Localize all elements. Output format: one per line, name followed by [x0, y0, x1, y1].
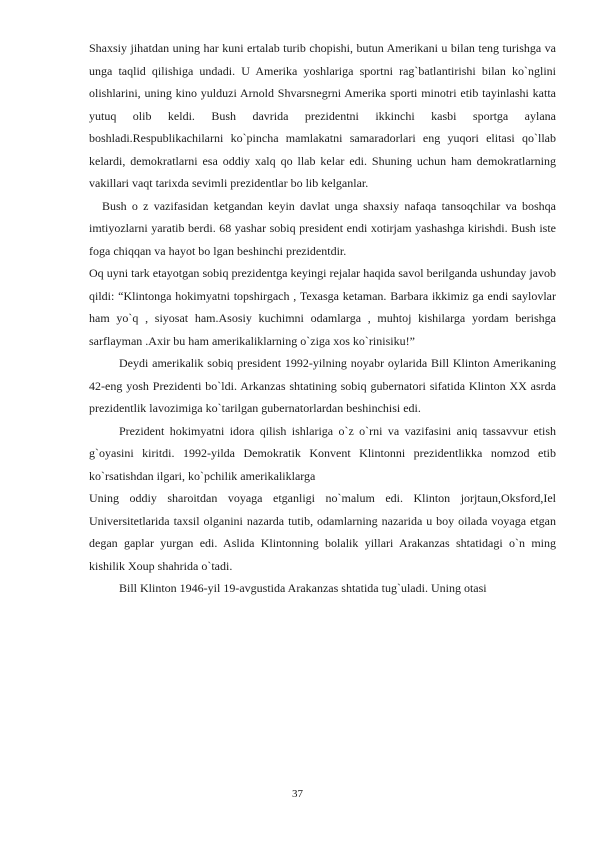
paragraph-5: Prezident hokimyatni idora qilish ishlariga o`z o`rni va vazifasini aniq tassavvur etish g`oyasini kiritdi. 1992-yilda Demokratik Konvent Klintonni prezidentlikka nomzod etib ko`rsatishdan ilgari, ko`pchilik amerikaliklarga	[89, 423, 556, 483]
page-number: 37	[292, 788, 303, 800]
paragraph-1: Shaxsiy jihatdan uning har kuni ertalab turib chopishi, butun Amerikani u bilan teng turishga va unga taqlid qilishiga undadi. U Amerika yoshlariga sportni rag`batlantirishi bilan ko`nglini olishlarini, uning kino yulduzi Arnold Shvarsnegrni Amerika sporti minotri etib tayinlashi katta yutuq olib keldi. Bush davrida prezidentni ikkinchi kasbi sportga aylana boshladi.Respublikachilarni ko`pincha mamlakatni samaradorlari eng yuqori elitasi qo`llab kelardi, demokratlarni esa oddiy xalq qo llab kelar edi. Shuning uchun ham demokratlarning vakillari vaqt tarixda sevimli prezidentlar bo lib kelganlar.	[89, 41, 556, 190]
paragraph-7: Bill Klinton 1946-yil 19-avgustida Arakanzas shtatida tug`uladi. Uning otasi	[119, 581, 487, 595]
paragraph-4: Deydi amerikalik sobiq president 1992-yilning noyabr oylarida Bill Klinton Amerikaning 42-eng yosh Prezidenti bo`ldi. Arkanzas shtatining sobiq gubernatori sifatida Klinton XX asrda prezidentlik lavozimiga ko`tarilgan gubernatorlardan beshinchisi edi.	[89, 356, 556, 415]
paragraph-3: Oq uyni tark etayotgan sobiq prezidentga keyingi rejalar haqida savol berilganda ushunday javob qildi: “Klintonga hokimyatni topshirgach , Texasga ketaman. Barbara ikkimiz ga endi saylovlar ham yo`q , siyosat ham.Asosiy kuchimni odamlarga , muhtoj kishilarga yordam berishga sarflayman .Axir bu ham amerikaliklarning o`ziga xos ko`rinisiku!”	[89, 266, 556, 348]
paragraph-6: Uning oddiy sharoitdan voyaga etganligi no`malum edi. Klinton jorjtaun,Oksford,Iel Universitetlarida taxsil olganini nazarda tutib, odamlarning nazarida u boy oilada voyaga etgan degan gaplar yurgan edi. Aslida Klintonning bolalik yillari Arakanzas shtatidagi o`n ming kishilik Xoup shahrida o`tadi.	[89, 491, 556, 573]
paragraph-2: Bush o z vazifasidan ketgandan keyin davlat unga shaxsiy nafaqa tansoqchilar va boshqa imtiyozlarni yaratib berdi. 68 yashar sobiq president endi xotirjam yashashga kirishdi. Bush iste foga chiqqan va hayot bo lgan beshinchi prezidentdir.	[89, 198, 556, 258]
document-body	[89, 37, 556, 600]
